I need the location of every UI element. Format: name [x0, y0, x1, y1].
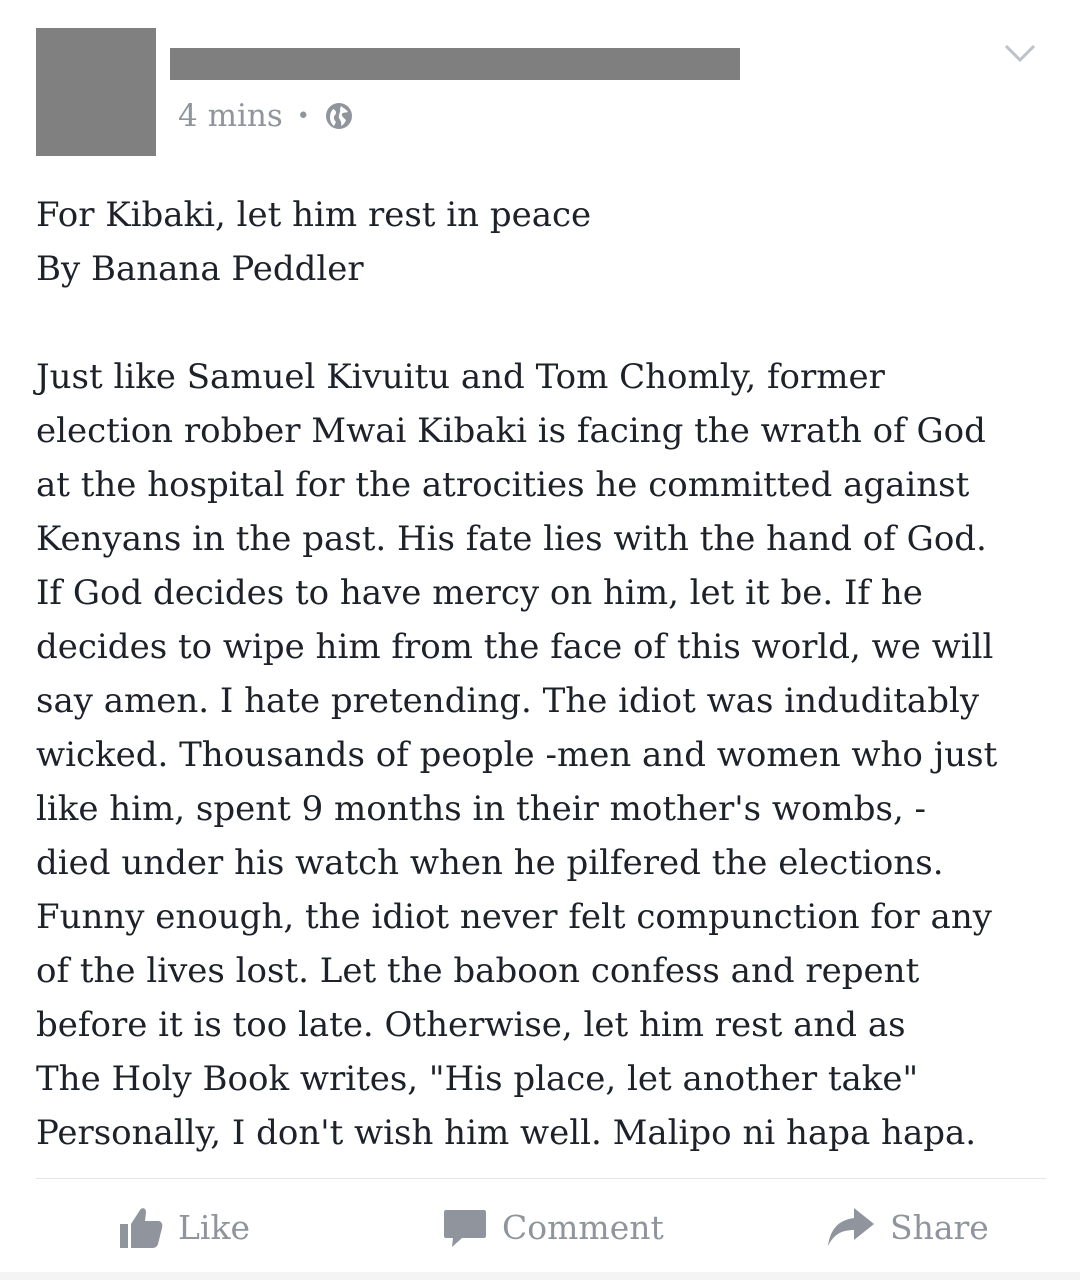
post-meta — [178, 96, 354, 136]
post-body-line: The Holy Book writes, "His place, let another take" — [36, 1059, 919, 1099]
share-button[interactable] — [826, 1195, 989, 1259]
card-bottom-edge — [0, 1272, 1080, 1280]
timestamp[interactable]: 4 mins — [178, 98, 283, 134]
post-body-line: Personally, I don't wish him well. Malipo ni hapa hapa. — [36, 1113, 977, 1153]
share-arrow-icon — [826, 1204, 876, 1250]
post-body-line: Just like Samuel Kivuitu and Tom Chomly, former — [36, 357, 885, 397]
post-actions — [0, 1195, 1080, 1265]
post-body-line: died under his watch when he pilfered the elections. — [36, 843, 944, 883]
post-body-line: decides to wipe him from the face of this world, we will — [36, 627, 994, 667]
share-label: Share — [890, 1207, 989, 1247]
thumbs-up-icon — [118, 1204, 164, 1250]
post-body-line: Kenyans in the past. His fate lies with the hand of God. — [36, 519, 987, 559]
author-name-redacted[interactable] — [170, 48, 740, 80]
post-body-line: like him, spent 9 months in their mother's wombs, - — [36, 789, 927, 829]
chevron-down-icon[interactable] — [1000, 38, 1040, 68]
like-label: Like — [178, 1207, 250, 1247]
meta-separator: • — [296, 103, 310, 129]
post-body — [36, 350, 1046, 1160]
comment-button[interactable] — [442, 1195, 664, 1259]
post-body-line: wicked. Thousands of people -men and women who just — [36, 735, 998, 775]
avatar[interactable] — [36, 28, 156, 156]
globe-icon[interactable] — [324, 101, 354, 131]
post-heading: For Kibaki, let him rest in peace By Banana Peddler — [36, 195, 592, 289]
post-body-line: before it is too late. Otherwise, let him rest and as — [36, 1005, 906, 1045]
post-body-line: of the lives lost. Let the baboon confess and repent — [36, 951, 920, 991]
post-body-line: If God decides to have mercy on him, let it be. If he — [36, 573, 923, 613]
post-body-line: say amen. I hate pretending. The idiot was induditably — [36, 681, 980, 721]
speech-bubble-icon — [442, 1204, 488, 1250]
post-body-line: election robber Mwai Kibaki is facing the wrath of God — [36, 411, 986, 451]
post-body-line: at the hospital for the atrocities he committed against — [36, 465, 970, 505]
comment-label: Comment — [502, 1207, 664, 1247]
like-button[interactable] — [118, 1195, 250, 1259]
post-body-line: Funny enough, the idiot never felt compunction for any — [36, 897, 992, 937]
actions-divider — [36, 1178, 1046, 1179]
